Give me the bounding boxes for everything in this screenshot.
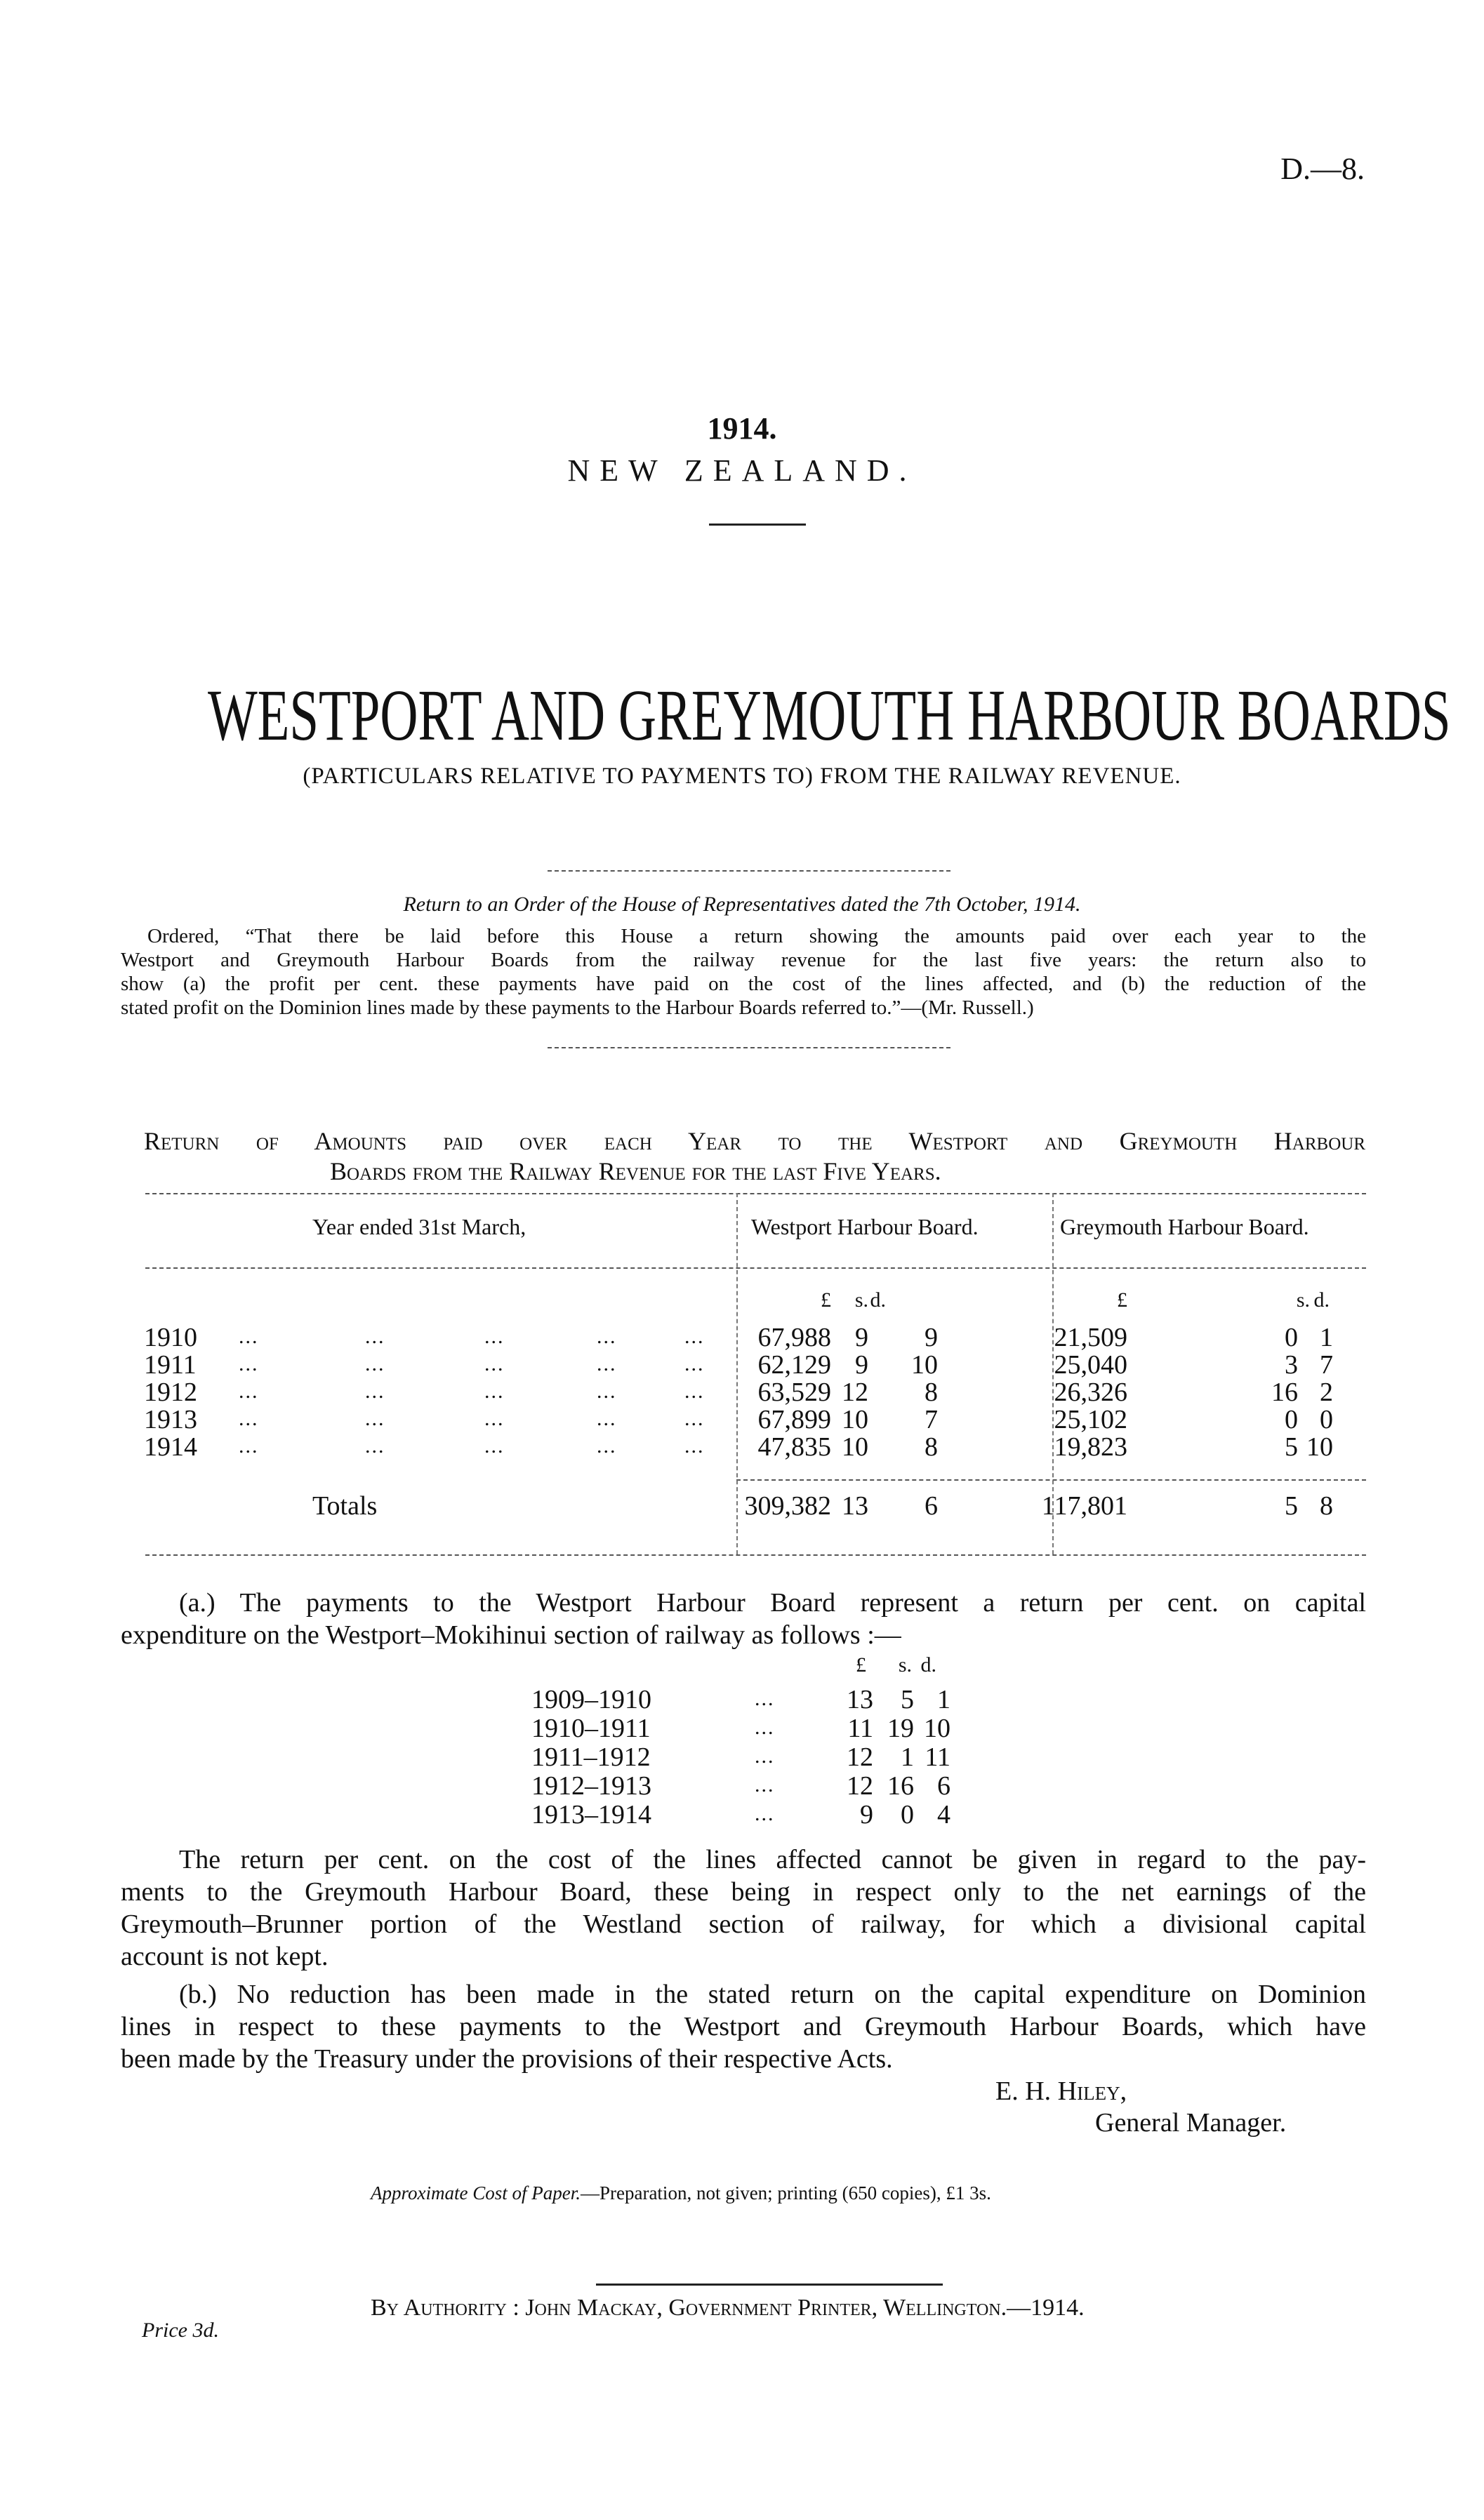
cell-value: 6 — [937, 1771, 950, 1801]
cell-value: 67,899 — [757, 1405, 831, 1434]
cell-value: 0 — [1285, 1323, 1298, 1352]
paragraph-b: (b.) No reduction has been made in the stated return on the capital expenditure on Dominion — [179, 1980, 1366, 2009]
cell-value: 9 — [855, 1350, 868, 1380]
leader-dots: ... — [597, 1352, 617, 1375]
cell-value: 0 — [1320, 1405, 1333, 1434]
cell-value: 19,823 — [1054, 1432, 1127, 1462]
cell-value: 13 — [842, 1491, 868, 1521]
cell-value: 67,988 — [757, 1323, 831, 1352]
unit-pence: d. — [870, 1288, 886, 1312]
cell-value: 8 — [1320, 1491, 1333, 1521]
table-rule — [145, 1193, 1366, 1194]
leader-dots: ... — [597, 1407, 617, 1430]
leader-dots: ... — [484, 1325, 505, 1348]
cell-value: 5 — [901, 1685, 914, 1714]
leader-dots: ... — [365, 1325, 385, 1348]
cell-value: 9 — [925, 1323, 938, 1352]
year: 1914. — [707, 411, 777, 446]
cost-text: —Preparation, not given; printing (650 copies), £1 3s. — [580, 2182, 991, 2204]
cell-value: 0 — [901, 1800, 914, 1829]
cost-label: Approximate Cost of Paper. — [371, 2182, 581, 2204]
cell-value: 309,382 — [744, 1491, 831, 1521]
unit-pounds: £ — [821, 1288, 831, 1312]
table-rule — [145, 1267, 1366, 1269]
document-title: WESTPORT AND GREYMOUTH HARBOUR BOARDS — [207, 675, 1451, 756]
cell-value: 7 — [925, 1405, 938, 1434]
paragraph-greymouth: ments to the Greymouth Harbour Board, these being in respect only to the net earnings of the — [121, 1877, 1366, 1907]
cell-value: 25,040 — [1054, 1350, 1127, 1380]
cell-value: 62,129 — [757, 1350, 831, 1380]
totals-label: Totals — [312, 1491, 378, 1521]
cell-value: 8 — [925, 1378, 938, 1407]
cell-value: 25,102 — [1054, 1405, 1127, 1434]
cell-value: 21,509 — [1054, 1323, 1127, 1352]
cell-value: 26,326 — [1054, 1378, 1127, 1407]
table-rule — [736, 1479, 1366, 1481]
printer-authority: By Authority : John Mackay, Government Printer, Wellington.—1914. — [371, 2295, 1085, 2321]
cell-value: 5 — [1285, 1432, 1298, 1462]
cell-value: 10 — [924, 1714, 950, 1743]
leader-dots: ... — [239, 1352, 259, 1375]
cell-value: 47,835 — [757, 1432, 831, 1462]
divider — [709, 524, 806, 526]
cell-value: 4 — [937, 1800, 950, 1829]
cell-value: 10 — [842, 1432, 868, 1462]
unit-shillings: s. — [898, 1653, 912, 1676]
row-year: 1913 — [144, 1405, 197, 1434]
cell-value: 12 — [847, 1742, 873, 1772]
header-greymouth: Greymouth Harbour Board. — [1060, 1214, 1309, 1239]
price: Price 3d. — [142, 2319, 219, 2342]
period: 1913–1914 — [531, 1800, 651, 1829]
leader-dots: ... — [755, 1716, 775, 1739]
cell-value: 10 — [1306, 1432, 1333, 1462]
leader-dots: ... — [597, 1434, 617, 1458]
leader-dots: ... — [365, 1352, 385, 1375]
order-line: Ordered, “That there be laid before this House a return showing the amounts paid over each year to the — [147, 925, 1366, 947]
leader-dots: ... — [365, 1380, 385, 1403]
cell-value: 16 — [887, 1771, 914, 1801]
document-number: D.—8. — [1280, 152, 1365, 186]
cell-value: 12 — [847, 1771, 873, 1801]
divider — [596, 2284, 943, 2286]
paragraph-a: (a.) The payments to the Westport Harbour Board represent a return per cent. on capital — [179, 1588, 1366, 1618]
period: 1909–1910 — [531, 1685, 651, 1714]
leader-dots: ... — [684, 1380, 705, 1403]
cell-value: 7 — [1320, 1350, 1333, 1380]
unit-shillings: s. — [1296, 1288, 1310, 1312]
header-westport: Westport Harbour Board. — [751, 1214, 979, 1239]
signature-name: E. H. Hiley, — [995, 2076, 1127, 2106]
header-year: Year ended 31st March, — [312, 1214, 526, 1239]
cell-value: 11 — [847, 1714, 873, 1743]
leader-dots: ... — [239, 1407, 259, 1430]
leader-dots: ... — [484, 1434, 505, 1458]
unit-shillings: s. — [854, 1288, 868, 1312]
country: NEW ZEALAND. — [567, 453, 917, 488]
cell-value: 3 — [1285, 1350, 1298, 1380]
leader-dots: ... — [484, 1380, 505, 1403]
table-rule — [145, 1554, 1366, 1556]
period: 1912–1913 — [531, 1771, 651, 1801]
cost-note — [371, 2182, 991, 2204]
order-line: Westport and Greymouth Harbour Boards from the railway revenue for the last five years: the return also to — [121, 949, 1366, 971]
paragraph-b: been made by the Treasury under the provisions of their respective Acts. — [121, 2044, 893, 2074]
cell-value: 9 — [860, 1800, 873, 1829]
cell-value: 5 — [1285, 1491, 1298, 1521]
row-year: 1914 — [144, 1432, 197, 1462]
row-year: 1912 — [144, 1378, 197, 1407]
signature-title: General Manager. — [1095, 2108, 1287, 2138]
leader-dots: ... — [365, 1407, 385, 1430]
cell-value: 1 — [937, 1685, 950, 1714]
leader-dots: ... — [365, 1434, 385, 1458]
cell-value: 11 — [925, 1742, 950, 1772]
period: 1910–1911 — [531, 1714, 651, 1743]
leader-dots: ... — [597, 1380, 617, 1403]
paragraph-greymouth: Greymouth–Brunner portion of the Westland section of railway, for which a divisional capital — [121, 1909, 1366, 1939]
leader-dots: ... — [755, 1773, 775, 1796]
order-line: stated profit on the Dominion lines made by these payments to the Harbour Boards referred to.”—(Mr. Russell.) — [121, 996, 1034, 1019]
cell-value: 10 — [911, 1350, 938, 1380]
leader-dots: ... — [597, 1325, 617, 1348]
leader-dots: ... — [684, 1434, 705, 1458]
leader-dots: ... — [755, 1802, 775, 1825]
paragraph-greymouth: account is not kept. — [121, 1942, 329, 1971]
leader-dots: ... — [755, 1687, 775, 1710]
cell-value: 10 — [842, 1405, 868, 1434]
leader-dots: ... — [239, 1325, 259, 1348]
row-year: 1911 — [144, 1350, 197, 1380]
cell-value: 1 — [901, 1742, 914, 1772]
cell-value: 13 — [847, 1685, 873, 1714]
cell-value: 63,529 — [757, 1378, 831, 1407]
leader-dots: ... — [239, 1380, 259, 1403]
leader-dots: ... — [684, 1352, 705, 1375]
cell-value: 9 — [855, 1323, 868, 1352]
document-subtitle: (PARTICULARS RELATIVE TO PAYMENTS TO) FROM THE RAILWAY REVENUE. — [303, 764, 1181, 789]
divider — [548, 1047, 950, 1048]
paragraph-a: expenditure on the Westport–Mokihinui section of railway as follows :— — [121, 1620, 901, 1650]
row-year: 1910 — [144, 1323, 197, 1352]
leader-dots: ... — [239, 1434, 259, 1458]
unit-pounds: £ — [1117, 1288, 1127, 1312]
cell-value: 117,801 — [1041, 1491, 1127, 1521]
unit-pounds: £ — [856, 1653, 866, 1676]
cell-value: 0 — [1285, 1405, 1298, 1434]
leader-dots: ... — [684, 1325, 705, 1348]
leader-dots: ... — [684, 1407, 705, 1430]
table-title: Boards from the Railway Revenue for the last Five Years. — [330, 1157, 941, 1185]
cell-value: 12 — [842, 1378, 868, 1407]
cell-value: 16 — [1271, 1378, 1298, 1407]
order-heading: Return to an Order of the House of Representatives dated the 7th October, 1914. — [403, 893, 1081, 916]
leader-dots: ... — [484, 1352, 505, 1375]
table-title: Return of Amounts paid over each Year to the Westport and Greymouth Harbour — [144, 1127, 1365, 1155]
cell-value: 19 — [887, 1714, 914, 1743]
cell-value: 1 — [1320, 1323, 1333, 1352]
column-divider — [736, 1193, 738, 1554]
order-line: show (a) the profit per cent. these payments have paid on the cost of the lines affected, and (b) the reduction of the — [121, 973, 1366, 995]
leader-dots: ... — [755, 1745, 775, 1768]
leader-dots: ... — [484, 1407, 505, 1430]
paragraph-greymouth: The return per cent. on the cost of the lines affected cannot be given in regard to the pay- — [179, 1845, 1366, 1874]
cell-value: 2 — [1320, 1378, 1333, 1407]
cell-value: 8 — [925, 1432, 938, 1462]
unit-pence: d. — [1313, 1288, 1330, 1312]
period: 1911–1912 — [531, 1742, 651, 1772]
unit-pence: d. — [920, 1653, 936, 1676]
cell-value: 6 — [925, 1491, 938, 1521]
paragraph-b: lines in respect to these payments to the Westport and Greymouth Harbour Boards, which have — [121, 2012, 1366, 2041]
divider — [548, 870, 950, 872]
